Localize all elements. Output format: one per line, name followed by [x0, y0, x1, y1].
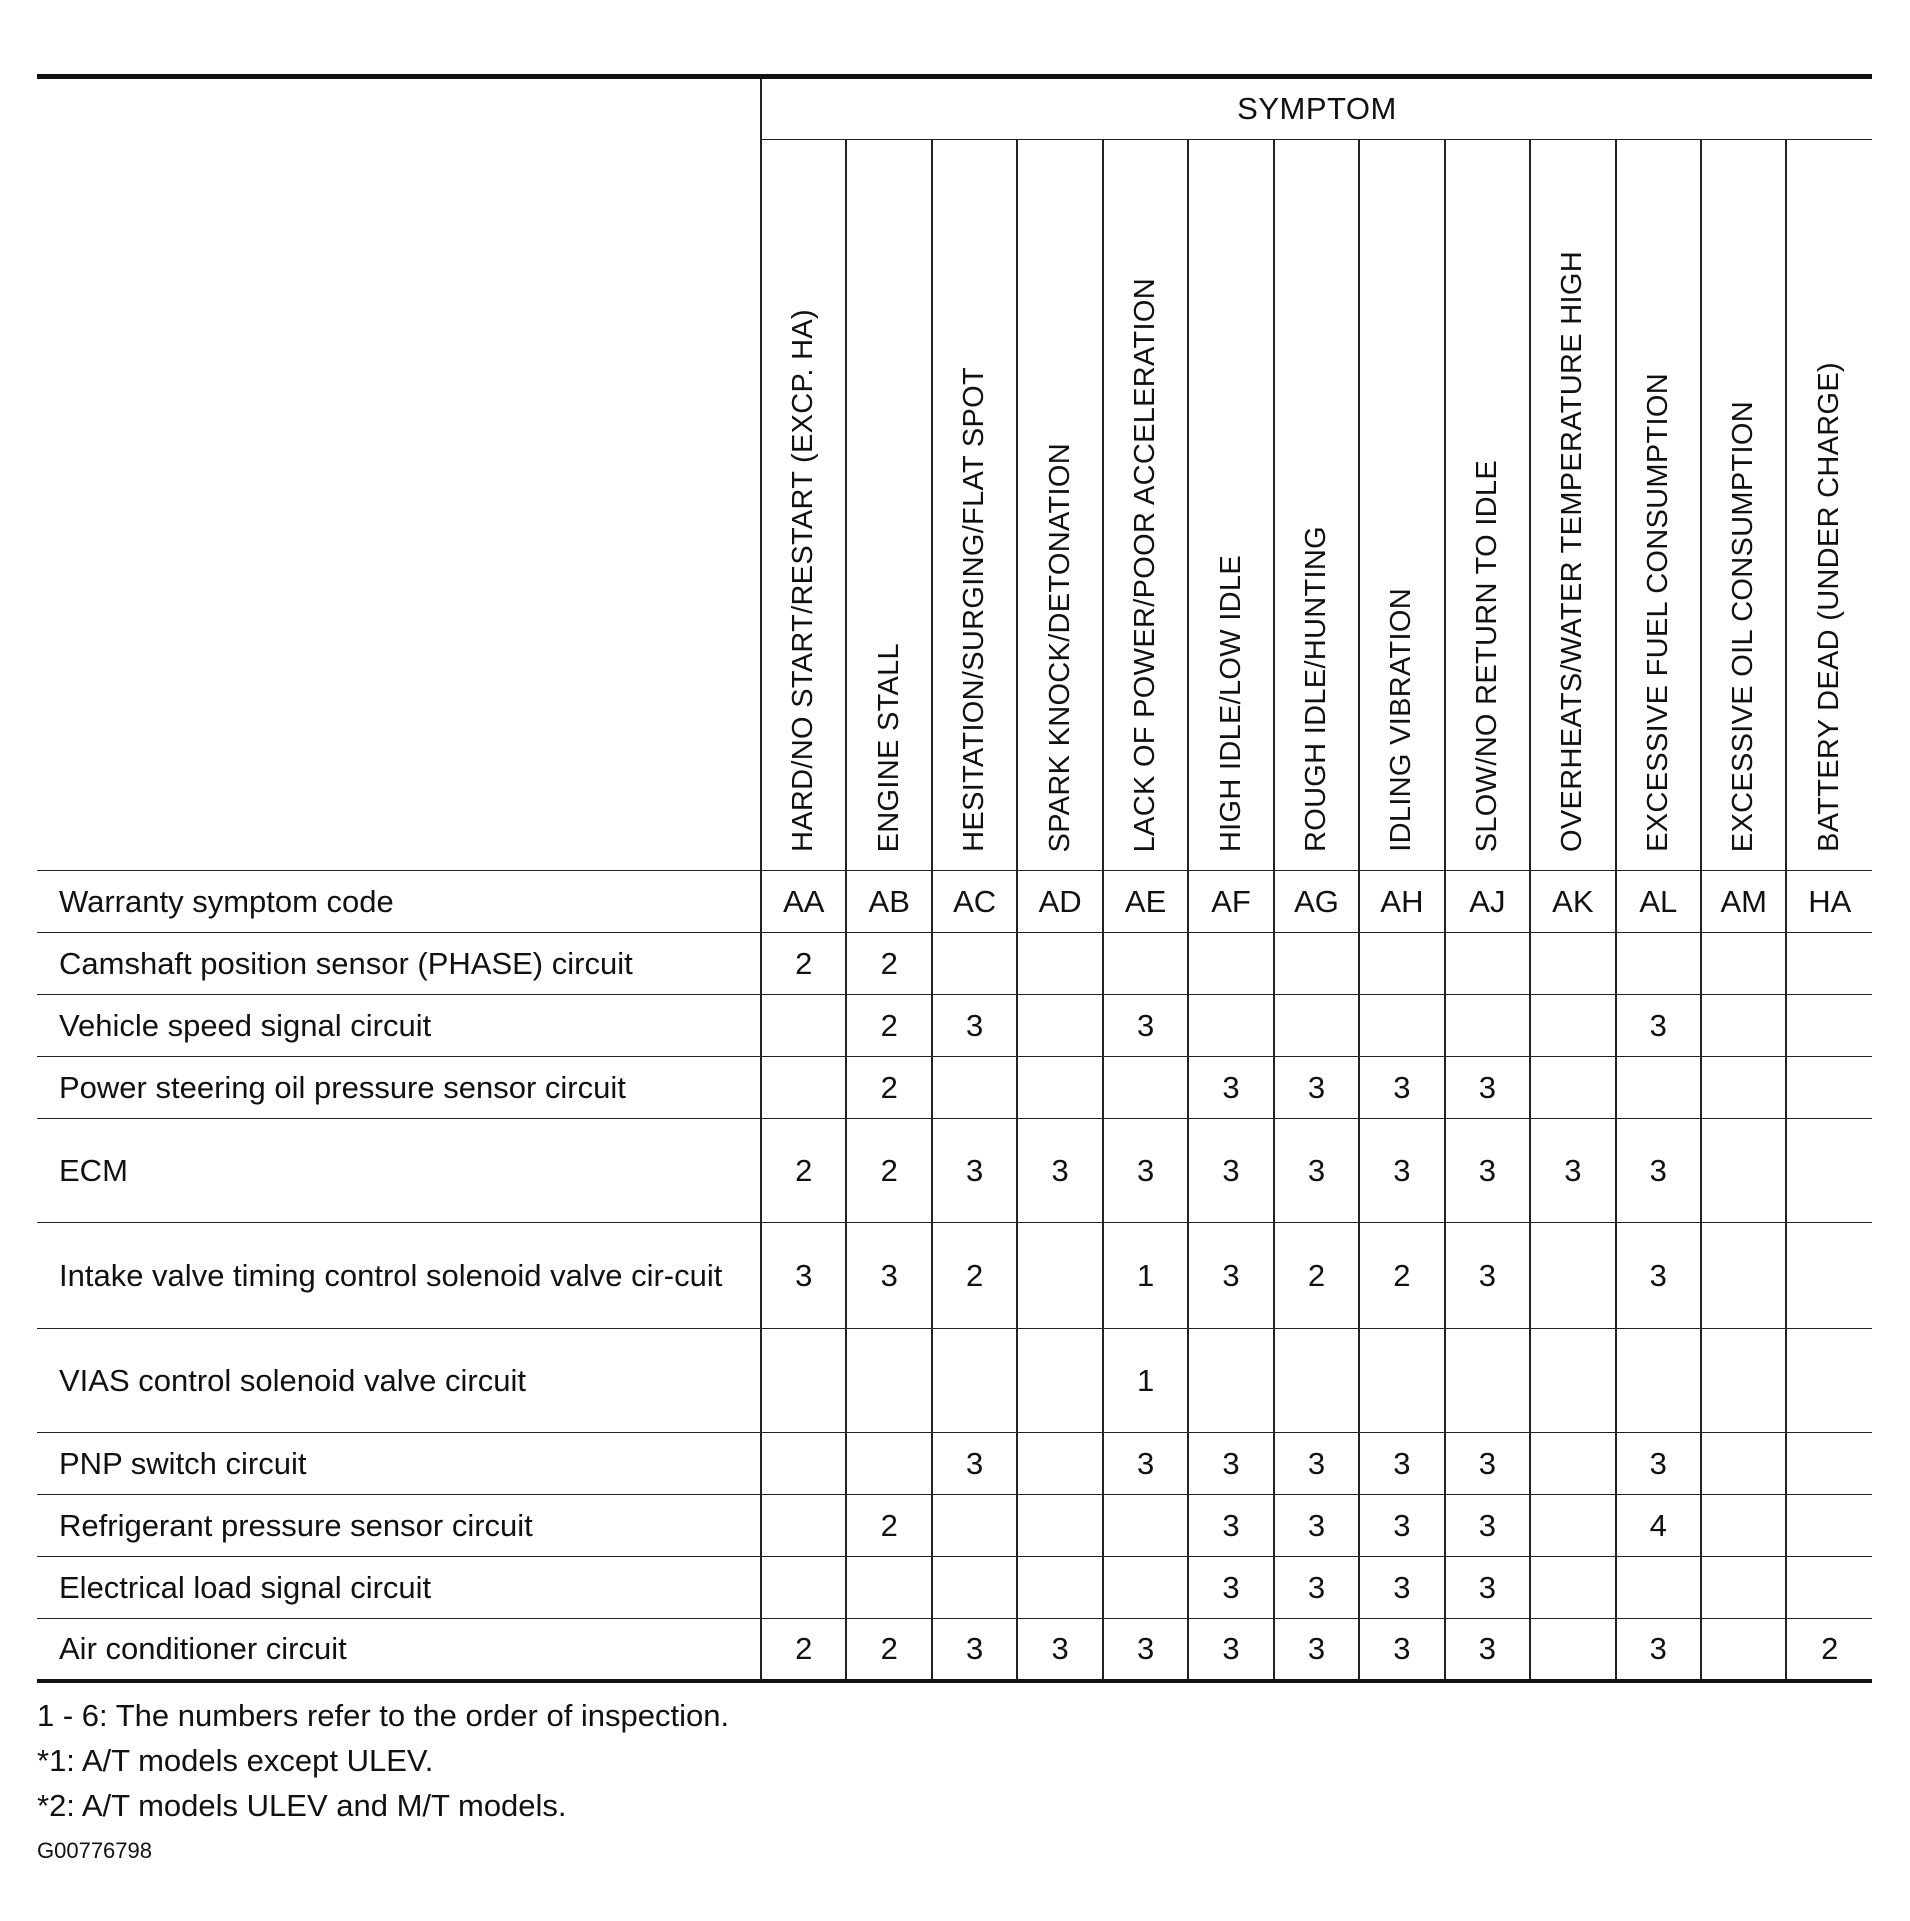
priority-cell: 2	[1274, 1223, 1359, 1329]
row-label: ECM	[37, 1119, 761, 1223]
column-header: OVERHEATS/WATER TEMPERATURE HIGH	[1530, 140, 1615, 871]
footnote: *1: A/T models except ULEV.	[37, 1742, 434, 1778]
priority-cell	[1103, 933, 1188, 995]
priority-cell	[1359, 933, 1444, 995]
priority-cell	[1017, 1057, 1102, 1119]
priority-cell	[1701, 1557, 1786, 1619]
priority-cell: 3	[1103, 995, 1188, 1057]
priority-cell: 2	[761, 933, 846, 995]
row-label: Electrical load signal circuit	[37, 1557, 761, 1619]
priority-cell: 3	[1359, 1557, 1444, 1619]
priority-cell	[1017, 1433, 1102, 1495]
symptom-code-cell: AG	[1274, 871, 1359, 933]
priority-cell: 3	[1188, 1223, 1273, 1329]
priority-cell: 3	[1616, 1433, 1701, 1495]
column-header: BATTERY DEAD (UNDER CHARGE)	[1786, 140, 1872, 871]
figure-id: G00776798	[37, 1837, 152, 1863]
footnotes	[37, 1693, 1872, 1828]
priority-cell	[1274, 1329, 1359, 1433]
priority-cell: 3	[932, 995, 1017, 1057]
column-header: HIGH IDLE/LOW IDLE	[1188, 140, 1273, 871]
priority-cell	[1359, 1329, 1444, 1433]
priority-cell	[1701, 1119, 1786, 1223]
priority-cell: 2	[846, 995, 931, 1057]
priority-cell: 1	[1103, 1223, 1188, 1329]
row-label: Air conditioner circuit	[37, 1619, 761, 1681]
priority-cell: 3	[1188, 1433, 1273, 1495]
symptom-code-cell: AJ	[1445, 871, 1530, 933]
symptom-code-cell: AA	[761, 871, 846, 933]
priority-cell	[761, 1057, 846, 1119]
priority-cell	[1017, 1223, 1102, 1329]
row-label: Warranty symptom code	[37, 871, 761, 933]
priority-cell	[1188, 995, 1273, 1057]
table-row	[37, 1433, 1872, 1495]
priority-cell: 3	[1445, 1433, 1530, 1495]
priority-cell: 3	[761, 1223, 846, 1329]
priority-cell: 3	[1103, 1619, 1188, 1681]
priority-cell: 3	[1616, 1619, 1701, 1681]
priority-cell	[1530, 1495, 1615, 1557]
priority-cell	[1701, 1329, 1786, 1433]
priority-cell	[761, 1433, 846, 1495]
priority-cell: 2	[761, 1119, 846, 1223]
priority-cell: 3	[1445, 1557, 1530, 1619]
priority-cell	[932, 933, 1017, 995]
priority-cell	[1103, 1495, 1188, 1557]
priority-cell	[1786, 1223, 1872, 1329]
priority-cell: 3	[1359, 1057, 1444, 1119]
row-label: Camshaft position sensor (PHASE) circuit	[37, 933, 761, 995]
priority-cell: 3	[1445, 1057, 1530, 1119]
priority-cell: 2	[846, 1119, 931, 1223]
priority-cell	[1530, 1329, 1615, 1433]
priority-cell: 3	[932, 1433, 1017, 1495]
priority-cell	[761, 995, 846, 1057]
priority-cell: 2	[846, 1057, 931, 1119]
table-row	[37, 1119, 1872, 1223]
priority-cell	[1017, 933, 1102, 995]
priority-cell: 3	[1103, 1433, 1188, 1495]
table-row	[37, 1495, 1872, 1557]
priority-cell: 3	[932, 1119, 1017, 1223]
priority-cell	[1786, 995, 1872, 1057]
priority-cell: 2	[846, 1619, 931, 1681]
priority-cell: 2	[932, 1223, 1017, 1329]
priority-cell: 3	[1188, 1057, 1273, 1119]
priority-cell: 3	[1017, 1119, 1102, 1223]
priority-cell: 3	[1188, 1119, 1273, 1223]
priority-cell	[1616, 1557, 1701, 1619]
row-label: Vehicle speed signal circuit	[37, 995, 761, 1057]
symptom-code-cell: AD	[1017, 871, 1102, 933]
column-header: EXCESSIVE FUEL CONSUMPTION	[1616, 140, 1701, 871]
priority-cell: 2	[1786, 1619, 1872, 1681]
priority-cell: 3	[846, 1223, 931, 1329]
priority-cell: 2	[1359, 1223, 1444, 1329]
priority-cell	[1701, 1057, 1786, 1119]
row-label: VIAS control solenoid valve circuit	[37, 1329, 761, 1433]
priority-cell	[1701, 995, 1786, 1057]
priority-cell	[932, 1329, 1017, 1433]
priority-cell	[1786, 1119, 1872, 1223]
priority-cell	[1786, 1057, 1872, 1119]
priority-cell	[932, 1557, 1017, 1619]
column-header: SPARK KNOCK/DETONATION	[1017, 140, 1102, 871]
table-row	[37, 1329, 1872, 1433]
priority-cell	[1445, 1329, 1530, 1433]
column-header: LACK OF POWER/POOR ACCELERATION	[1103, 140, 1188, 871]
table-row	[37, 995, 1872, 1057]
column-header: IDLING VIBRATION	[1359, 140, 1444, 871]
priority-cell	[1701, 1495, 1786, 1557]
priority-cell	[1701, 1619, 1786, 1681]
symptom-code-cell: AE	[1103, 871, 1188, 933]
symptom-code-cell: AH	[1359, 871, 1444, 933]
priority-cell	[1786, 933, 1872, 995]
priority-cell	[1103, 1057, 1188, 1119]
priority-cell: 3	[1445, 1495, 1530, 1557]
priority-cell	[1530, 1557, 1615, 1619]
priority-cell: 4	[1616, 1495, 1701, 1557]
symptom-code-cell: AC	[932, 871, 1017, 933]
priority-cell	[1530, 1223, 1615, 1329]
priority-cell	[1530, 995, 1615, 1057]
priority-cell: 2	[846, 933, 931, 995]
priority-cell	[1274, 995, 1359, 1057]
priority-cell	[761, 1495, 846, 1557]
symptom-table-container	[37, 74, 1872, 1864]
priority-cell	[1530, 933, 1615, 995]
priority-cell	[1530, 1619, 1615, 1681]
column-header: HARD/NO START/RESTART (EXCP. HA)	[761, 140, 846, 871]
row-label: Power steering oil pressure sensor circuit	[37, 1057, 761, 1119]
priority-cell	[761, 1329, 846, 1433]
priority-cell	[1616, 933, 1701, 995]
symptom-code-cell: HA	[1786, 871, 1872, 933]
priority-cell: 3	[1359, 1119, 1444, 1223]
warranty-code-row	[37, 871, 1872, 933]
priority-cell: 3	[1188, 1557, 1273, 1619]
table-row	[37, 933, 1872, 995]
footnote: *2: A/T models ULEV and M/T models.	[37, 1787, 567, 1823]
priority-cell	[1017, 995, 1102, 1057]
column-header: SLOW/NO RETURN TO IDLE	[1445, 140, 1530, 871]
priority-cell: 3	[1445, 1619, 1530, 1681]
priority-cell	[1103, 1557, 1188, 1619]
table-row	[37, 1223, 1872, 1329]
priority-cell	[1786, 1433, 1872, 1495]
priority-cell	[1701, 933, 1786, 995]
priority-cell: 3	[1445, 1223, 1530, 1329]
priority-cell	[1786, 1329, 1872, 1433]
priority-cell	[932, 1057, 1017, 1119]
priority-cell	[1616, 1057, 1701, 1119]
priority-cell	[1274, 933, 1359, 995]
column-header: ROUGH IDLE/HUNTING	[1274, 140, 1359, 871]
priority-cell	[1701, 1223, 1786, 1329]
priority-cell	[1188, 1329, 1273, 1433]
priority-cell: 2	[761, 1619, 846, 1681]
table-row	[37, 1619, 1872, 1681]
priority-cell	[846, 1433, 931, 1495]
priority-cell	[1445, 995, 1530, 1057]
priority-cell: 3	[1616, 1119, 1701, 1223]
priority-cell	[1017, 1557, 1102, 1619]
priority-cell: 3	[1188, 1619, 1273, 1681]
priority-cell: 3	[932, 1619, 1017, 1681]
table-corner	[37, 77, 761, 871]
symptom-table	[37, 74, 1872, 1683]
priority-cell	[1017, 1495, 1102, 1557]
priority-cell: 3	[1274, 1119, 1359, 1223]
priority-cell: 3	[1017, 1619, 1102, 1681]
priority-cell: 3	[1103, 1119, 1188, 1223]
column-header: HESITATION/SURGING/FLAT SPOT	[932, 140, 1017, 871]
priority-cell	[932, 1495, 1017, 1557]
priority-cell: 3	[1359, 1619, 1444, 1681]
priority-cell: 3	[1359, 1433, 1444, 1495]
priority-cell: 3	[1530, 1119, 1615, 1223]
priority-cell: 3	[1616, 1223, 1701, 1329]
symptom-code-cell: AK	[1530, 871, 1615, 933]
priority-cell	[1188, 933, 1273, 995]
priority-cell	[1616, 1329, 1701, 1433]
row-label: Intake valve timing control solenoid valve cir-cuit	[37, 1223, 761, 1329]
symptom-code-cell: AF	[1188, 871, 1273, 933]
priority-cell	[1786, 1495, 1872, 1557]
column-header: EXCESSIVE OIL CONSUMPTION	[1701, 140, 1786, 871]
priority-cell: 3	[1274, 1619, 1359, 1681]
symptom-group-header: SYMPTOM	[761, 77, 1872, 140]
priority-cell	[1445, 933, 1530, 995]
priority-cell: 1	[1103, 1329, 1188, 1433]
symptom-code-cell: AB	[846, 871, 931, 933]
row-label: Refrigerant pressure sensor circuit	[37, 1495, 761, 1557]
priority-cell	[1530, 1433, 1615, 1495]
priority-cell: 3	[1274, 1557, 1359, 1619]
table-row	[37, 1557, 1872, 1619]
priority-cell: 3	[1188, 1495, 1273, 1557]
priority-cell	[1359, 995, 1444, 1057]
priority-cell: 3	[1274, 1057, 1359, 1119]
priority-cell: 2	[846, 1495, 931, 1557]
priority-cell	[761, 1557, 846, 1619]
symptom-code-cell: AL	[1616, 871, 1701, 933]
priority-cell	[1786, 1557, 1872, 1619]
priority-cell: 3	[1359, 1495, 1444, 1557]
priority-cell	[1017, 1329, 1102, 1433]
footnote: 1 - 6: The numbers refer to the order of inspection.	[37, 1697, 730, 1733]
priority-cell: 3	[1445, 1119, 1530, 1223]
priority-cell	[1530, 1057, 1615, 1119]
priority-cell: 3	[1274, 1433, 1359, 1495]
priority-cell	[846, 1557, 931, 1619]
priority-cell: 3	[1274, 1495, 1359, 1557]
column-header: ENGINE STALL	[846, 140, 931, 871]
row-label: PNP switch circuit	[37, 1433, 761, 1495]
priority-cell: 3	[1616, 995, 1701, 1057]
symptom-code-cell: AM	[1701, 871, 1786, 933]
table-body	[37, 871, 1872, 1681]
priority-cell	[1701, 1433, 1786, 1495]
table-row	[37, 1057, 1872, 1119]
priority-cell	[846, 1329, 931, 1433]
